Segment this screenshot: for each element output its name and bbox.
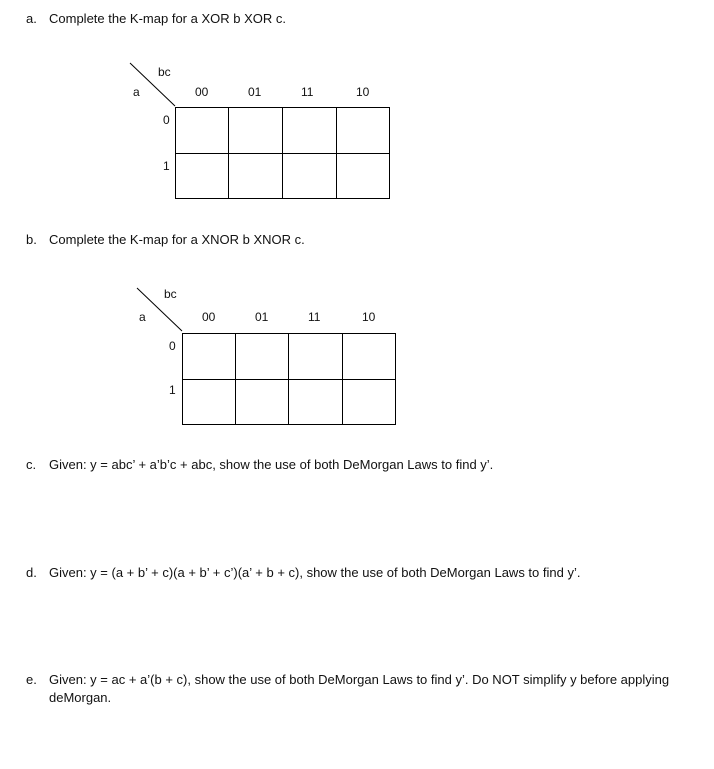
question-b [26, 231, 694, 249]
question-d-letter: d. [26, 565, 37, 580]
question-b-letter: b. [26, 232, 37, 247]
question-a [26, 10, 694, 28]
kmap-a-row-var: a [133, 85, 140, 99]
question-a-letter: a. [26, 11, 37, 26]
kmap-a [120, 60, 420, 200]
kmap-a-row-label: 0 [163, 113, 170, 127]
question-c-text: Given: y = abc’ + a’b’c + abc, show the use of both DeMorgan Laws to find y’. [49, 457, 494, 472]
question-b-text: Complete the K-map for a XNOR b XNOR c. [49, 232, 305, 247]
kmap-a-col-label: 10 [356, 85, 370, 99]
kmap-b-col-var: bc [164, 287, 177, 301]
kmap-a-col-label: 01 [248, 85, 262, 99]
kmap-b-row-label: 0 [169, 339, 176, 353]
question-c-letter: c. [26, 457, 37, 472]
question-d-text: Given: y = (a + b’ + c)(a + b’ + c’)(a’ + b + c), show the use of both DeMorgan Laws to find y’. [49, 565, 581, 580]
question-a-text: Complete the K-map for a XOR b XOR c. [49, 11, 286, 26]
question-e-text: Given: y = ac + a’(b + c), show the use of both DeMorgan Laws to find y’. Do NOT simplify y before applying deMorgan. [49, 672, 670, 705]
question-c [26, 456, 694, 474]
kmap-a-col-label: 00 [195, 85, 209, 99]
kmap-a-hline [175, 153, 390, 154]
kmap-b-col-label: 01 [255, 310, 269, 324]
kmap-b-col-label: 11 [308, 310, 321, 324]
question-e [26, 671, 694, 707]
kmap-b-col-label: 10 [362, 310, 376, 324]
question-e-letter: e. [26, 672, 37, 687]
kmap-b-row-label: 1 [169, 383, 176, 397]
kmap-b [127, 285, 427, 425]
kmap-b-row-var: a [139, 310, 146, 324]
kmap-b-col-label: 00 [202, 310, 216, 324]
question-d [26, 564, 694, 582]
kmap-a-col-label: 11 [301, 85, 314, 99]
kmap-b-hline [182, 379, 396, 380]
kmap-a-col-var: bc [158, 65, 171, 79]
kmap-a-row-label: 1 [163, 159, 170, 173]
